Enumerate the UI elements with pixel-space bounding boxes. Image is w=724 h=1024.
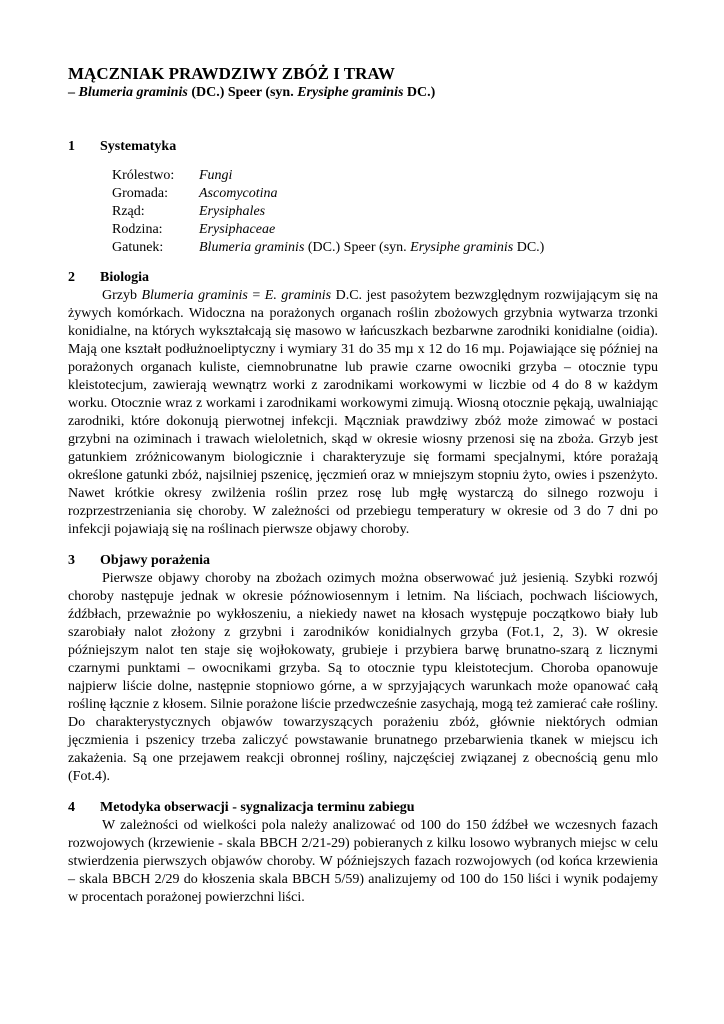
section-number: 2 bbox=[68, 270, 75, 285]
taxonomy-value: Erysiphales bbox=[199, 204, 266, 219]
section-title: Biologia bbox=[100, 270, 150, 285]
taxonomy-value bbox=[199, 239, 544, 257]
section-number: 3 bbox=[68, 553, 75, 568]
biology-latin-2: E. graminis bbox=[264, 288, 332, 303]
taxonomy-row-species bbox=[112, 239, 658, 257]
taxonomy-row-order bbox=[112, 203, 658, 221]
taxonomy-table bbox=[112, 167, 658, 257]
document-title: MĄCZNIAK PRAWDZIWY ZBÓŻ I TRAW bbox=[68, 64, 395, 83]
section-heading-systematyka bbox=[68, 138, 658, 156]
section-title: Systematyka bbox=[100, 139, 177, 154]
biology-latin-1: Blumeria graminis bbox=[141, 288, 248, 303]
taxonomy-row-family bbox=[112, 221, 658, 239]
taxonomy-label: Gatunek: bbox=[112, 240, 164, 255]
biology-paragraph bbox=[68, 287, 658, 539]
taxonomy-value: Ascomycotina bbox=[199, 186, 278, 201]
section-heading-biologia bbox=[68, 269, 658, 287]
section-heading-metodyka bbox=[68, 799, 658, 817]
taxonomy-row-division bbox=[112, 185, 658, 203]
species-latin-name: Blumeria graminis bbox=[199, 240, 305, 255]
species-author: (DC.) Speer (syn. bbox=[304, 240, 411, 255]
document-page bbox=[68, 64, 658, 907]
taxonomy-label: Rząd: bbox=[112, 204, 145, 219]
section-number: 1 bbox=[68, 139, 75, 154]
section-title: Metodyka obserwacji - sygnalizacja terminu zabiegu bbox=[100, 800, 415, 815]
biology-text-3: D.C. jest pasożytem bezwzględnym rozwijającym się na żywych komórkach. Widoczna na porażonych organach roślin zbożowych grzybnia wytwarza trzonki konidialne, na których wykształcają się masowo w łańcuszkach bezbarwne zarodniki konidialne (oidia). Mają one kształt podłużnoeliptyczny i wymiary 31 do 35 mµ x 12 do 16 mµ. Pojawiające się później na porażonych organach kuliste, ciemnobrunatne lub prawie czarne owocniki grzyba – otocznie typu kleistotecjum, zawierają wewnątrz worki z zarodnikami workowymi w liczbie od 4 do 8 w każdym worku. Otocznie wraz z workami i zarodnikami workowymi zimują. Wiosną otocznie pękają, uwalniając zarodniki, które dokonują pierwotnej infekcji. Mączniak prawdziwy zbóż może zimować w postaci grzybni na oziminach i trawach wieloletnich, skąd w okresie wiosny przenosi się na zboża. Grzyb jest gatunkiem zróżnicowanym biologicznie i charakteryzuje się formami specjalnymi, które porażają określone gatunki zbóż, najsilniej pszenicę, jęczmień oraz w mniejszym stopniu żyto, owies i pszenżyto. Nawet krótkie okresy zwilżenia roślin przez rosę lub mgłę wystarczą do silnego rozwoju i rozprzestrzeniania się choroby. W zależności od przebiegu temperatury w okresie od 3 do 7 dni po infekcji pojawiają się na roślinach pierwsze objawy choroby. bbox=[68, 288, 659, 537]
subtitle-dash: – bbox=[68, 85, 79, 100]
biology-text-2: = bbox=[247, 288, 265, 303]
species-synonym-author: DC.) bbox=[513, 240, 545, 255]
species-synonym: Erysiphe graminis bbox=[410, 240, 514, 255]
subtitle-latin-name: Blumeria graminis bbox=[78, 85, 188, 100]
subtitle-author: (DC.) Speer (syn. bbox=[187, 85, 298, 100]
taxonomy-label: Królestwo: bbox=[112, 168, 175, 183]
section-title: Objawy porażenia bbox=[100, 553, 211, 568]
section-heading-objawy bbox=[68, 552, 658, 570]
section-number: 4 bbox=[68, 800, 75, 815]
subtitle-synonym-author: DC.) bbox=[403, 85, 436, 100]
taxonomy-row-kingdom bbox=[112, 167, 658, 185]
subtitle-synonym: Erysiphe graminis bbox=[297, 85, 404, 100]
methodology-paragraph: W zależności od wielkości pola należy analizować od 100 do 150 źdźbeł we wczesnych fazach rozwojowych (krzewienie - skala BBCH 2/21-29) pobieranych z kilku losowo wybranych miejsc w celu stwierdzenia pierwszych objawów choroby. W późniejszych fazach rozwojowych (od końca krzewienia – skala BBCH 2/29 do kłoszenia skala BBCH 5/59) analizujemy od 100 do 150 liści i wynik podajemy w procentach porażonej powierzchni liści. bbox=[68, 818, 658, 905]
taxonomy-label: Rodzina: bbox=[112, 222, 163, 237]
taxonomy-value: Fungi bbox=[199, 168, 233, 183]
taxonomy-value: Erysiphaceae bbox=[199, 222, 276, 237]
taxonomy-label: Gromada: bbox=[112, 186, 168, 201]
symptoms-paragraph: Pierwsze objawy choroby na zbożach ozimych można obserwować już jesienią. Szybki rozwój choroby następuje jednak w okresie późnowiosennym i letnim. Na liściach, pochwach liściowych, źdźbłach, przeważnie po wykłoszeniu, a niekiedy nawet na kłosach występuje początkowo biały lub szarobiały nalot złożony z grzybni i zarodników konidialnych grzyba (Fot.1, 2, 3). W okresie późniejszym nalot ten staje się wojłokowaty, grubieje i przybiera barwę brunatno-szarą z licznymi czarnymi punktami – owocnikami grzyba. Są to otocznie typu kleistotecjum. Choroba opanowuje najpierw liście dolne, następnie stopniowo górne, a w sprzyjających warunkach może opanować całą roślinę łącznie z kłosem. Silnie porażone liście przedwcześnie zasychają, mogą też zamierać całe rośliny. Do charakterystycznych objawów towarzyszących porażeniu zbóż, głównie niektórych odmian jęczmienia i pszenicy trzeba zaliczyć powstawanie brunatnego przebarwienia tkanek w miejscu ich zakażenia. Są one przejawem reakcji obronnej rośliny, najczęściej związanej z obecnością genu mlo (Fot.4). bbox=[68, 571, 658, 784]
biology-text-1: Grzyb bbox=[102, 288, 142, 303]
document-subtitle bbox=[68, 84, 658, 102]
